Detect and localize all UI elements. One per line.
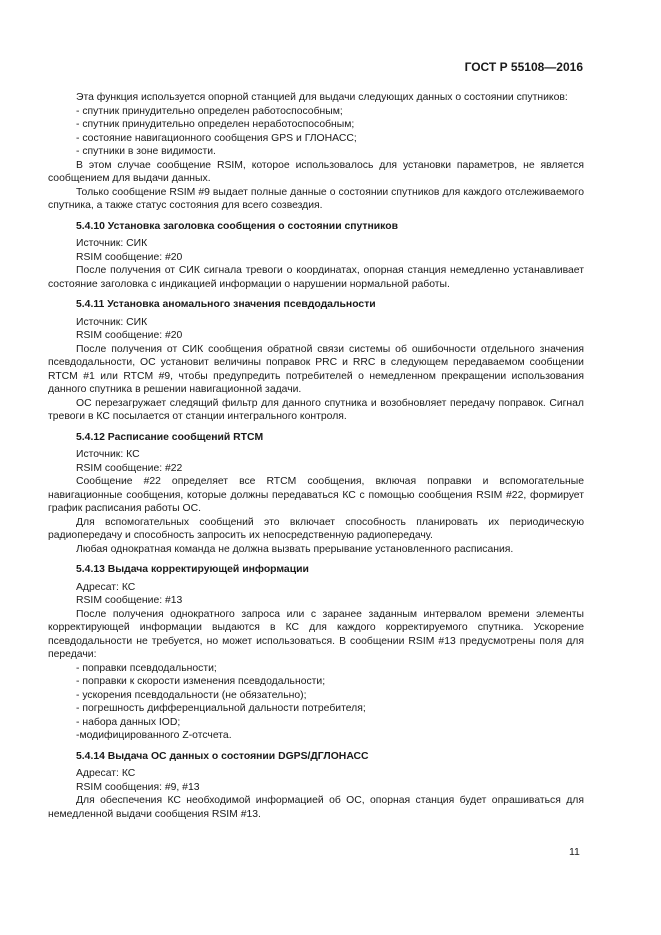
- section-heading: 5.4.11 Установка аномального значения псевдодальности: [76, 299, 376, 310]
- document-code: ГОСТ Р 55108—2016: [464, 60, 583, 74]
- list-item: - спутник принудительно определен работоспособным;: [76, 105, 343, 117]
- list-item: - спутники в зоне видимости.: [76, 146, 216, 157]
- message-line: RSIM сообщение: #22: [76, 462, 183, 474]
- recipient-line: Адресат: КС: [76, 768, 136, 779]
- paragraph: После получения от СИК сигнала тревоги о координатах, опорная станция немедленно устанавливает состояние заголовка с индикацией информации о нарушении нормальной работы.: [48, 265, 584, 290]
- paragraph: Для обеспечения КС необходимой информацией об ОС, опорная станция будет опрашиваться для немедленной выдачи сообщения RSIM #13.: [48, 795, 584, 820]
- paragraph: Любая однократная команда не должна вызвать прерывание установленного расписания.: [76, 543, 514, 555]
- recipient-line: Адресат: КС: [76, 581, 136, 593]
- list-item: -модифицированного Z-отсчета.: [76, 730, 232, 741]
- message-line: RSIM сообщение: #13: [76, 595, 183, 606]
- paragraph: После получения от СИК сообщения обратной связи системы об ошибочности отдельного значения псевдодальности, ОС установит величины поправок PRC и RRC в следующем передаваемом сообщении RTCM #1 или RTCM #9, чтобы предупредить потребителей о немедленном прекращении использования данного спутника в решении навигационной задачи.: [48, 343, 584, 395]
- section-heading: 5.4.12 Расписание сообщений RTCM: [76, 431, 264, 443]
- paragraph: Эта функция используется опорной станцией для выдачи следующих данных о состоянии спутников:: [76, 92, 568, 103]
- section-heading: 5.4.14 Выдача ОС данных о состоянии DGPS/ДГЛОНАСС: [76, 750, 369, 762]
- page-body: [48, 91, 584, 821]
- paragraph: Только сообщение RSIM #9 выдает полные данные о состоянии спутников для каждого отслеживаемого спутника, а также статус состояния для всего созвездия.: [48, 186, 584, 211]
- list-item: - ускорения псевдодальности (не обязательно);: [76, 689, 307, 701]
- list-item: - поправки к скорости изменения псевдодальности;: [76, 676, 326, 687]
- page-number: 11: [569, 846, 580, 858]
- section-heading: 5.4.10 Установка заголовка сообщения о состоянии спутников: [76, 220, 398, 232]
- source-line: Источник: КС: [76, 449, 140, 460]
- message-line: RSIM сообщения: #9, #13: [76, 781, 200, 793]
- message-line: RSIM сообщение: #20: [76, 251, 183, 263]
- source-line: Источник: СИК: [76, 238, 148, 249]
- paragraph: Сообщение #22 определяет все RTCM сообщения, включая поправки и вспомогательные навигационные сообщения, которые должны передаваться КС с помощью сообщения RSIM #22, формирует график расписания работы ОС.: [48, 476, 584, 514]
- paragraph: ОС перезагружает следящий фильтр для данного спутника и возобновляет передачу поправок. Сигнал тревоги в КС посылается от станции интегрального контроля.: [48, 397, 584, 422]
- message-line: RSIM сообщение: #20: [76, 330, 183, 341]
- list-item: - погрешность дифференциальной дальности потребителя;: [76, 703, 366, 714]
- source-line: Источник: СИК: [76, 316, 148, 328]
- list-item: - набора данных IOD;: [76, 716, 181, 728]
- paragraph: Для вспомогательных сообщений это включает способность планировать их периодическую радиопередачу и способность запросить их непосредственную радиопередачу.: [48, 516, 584, 541]
- section-heading: 5.4.13 Выдача корректирующей информации: [76, 564, 309, 575]
- list-item: - состояние навигационного сообщения GPS и ГЛОНАСС;: [76, 132, 357, 144]
- list-item: - поправки псевдодальности;: [76, 662, 217, 674]
- paragraph: В этом случае сообщение RSIM, которое использовалось для установки параметров, не является сообщением для выдачи данных.: [48, 159, 584, 184]
- paragraph: После получения однократного запроса или с заранее заданным интервалом времени элементы корректирующей информации выдаются в КС для каждого корректируемого спутника. Ускорение псевдодальности не требуется, но может использоваться. В сообщении RSIM #13 предусмотрены поля для передачи:: [48, 608, 584, 660]
- list-item: - спутник принудительно определен неработоспособным;: [76, 119, 355, 130]
